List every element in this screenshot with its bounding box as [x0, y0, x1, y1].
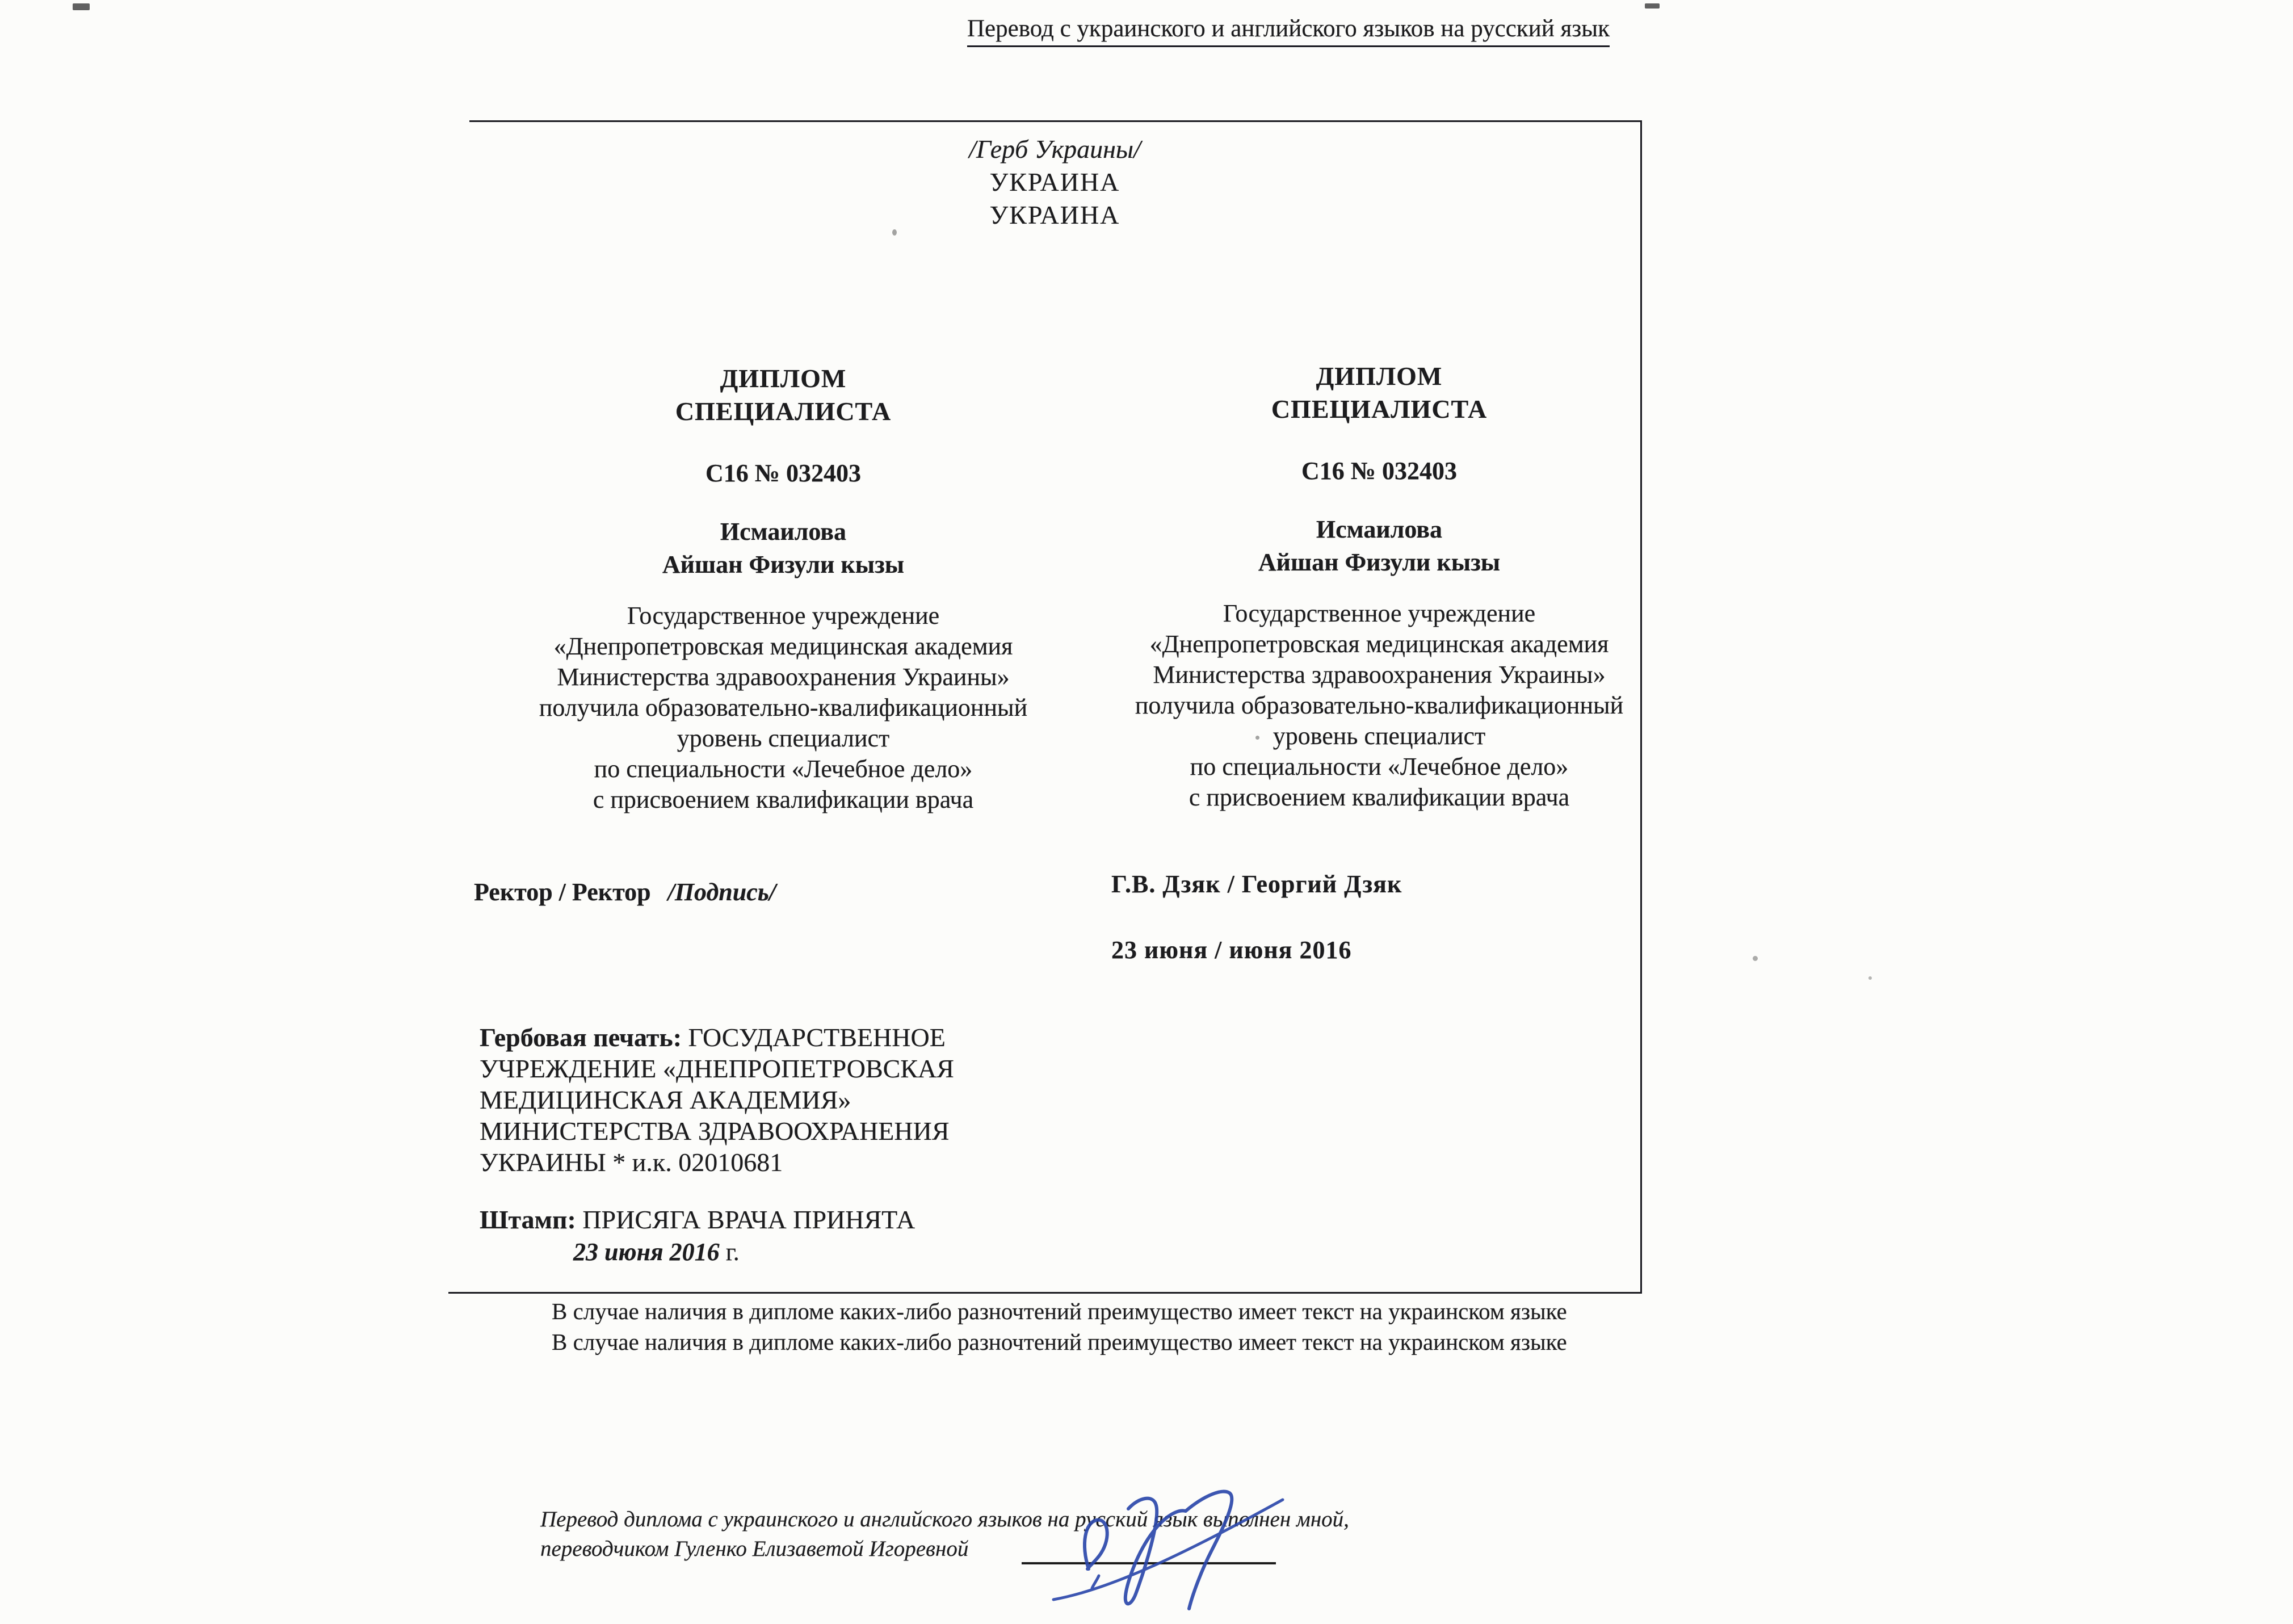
rector-signature-line: [474, 878, 776, 907]
signature-placeholder-note: /Подпись/: [667, 878, 776, 906]
holder-name-right: [1107, 513, 1652, 579]
stamp-date: 23 июня 2016: [573, 1238, 720, 1266]
translation-header-note: Перевод с украинского и английского языков на русский язык: [936, 15, 1640, 47]
stamp-date-suffix: г.: [719, 1238, 740, 1266]
holder-name-line2: Айшан Физули кызы: [662, 551, 905, 578]
paper-speck: [1868, 976, 1872, 980]
paper-speck: [1753, 956, 1758, 961]
diploma-number-left: С16 № 032403: [705, 459, 861, 487]
body-line: с присвоением квалификации врача: [593, 786, 974, 813]
seal-text-line: УЧРЕЖДЕНИЕ «ДНЕПРОПЕТРОВСКАЯ: [480, 1054, 954, 1083]
body-line: получила образовательно-квалификационный: [1135, 691, 1624, 719]
body-line: «Днепропетровская медицинская академия: [553, 632, 1013, 660]
diploma-title-line1: ДИПЛОМ: [1316, 362, 1443, 391]
body-line: Государственное учреждение: [1223, 599, 1536, 627]
body-line: уровень специалист: [1273, 722, 1486, 750]
diploma-title-left: [511, 362, 1056, 428]
issue-date: 23 июня / июня 2016: [1111, 936, 1352, 964]
translator-note-line2: переводчиком Гуленко Елизаветой Игоревной: [540, 1537, 969, 1561]
body-line: «Днепропетровская медицинская академия: [1149, 630, 1609, 658]
emblem-block: [469, 133, 1640, 232]
body-line: с присвоением квалификации врача: [1189, 783, 1570, 811]
emblem-note: /Герб Украины/: [969, 135, 1141, 163]
holder-name-line2: Айшан Физули кызы: [1258, 548, 1501, 576]
country-name-uk: УКРАИНА: [989, 167, 1120, 196]
discrepancy-note-line2: В случае наличия в дипломе каких-либо разночтений преимущество имеет текст на украинском языке: [552, 1329, 1567, 1355]
stamp-label: Штамп:: [480, 1205, 576, 1234]
rector-label: Ректор / Ректор: [474, 878, 651, 906]
seal-text-line: МИНИСТЕРСТВА ЗДРАВООХРАНЕНИЯ: [480, 1117, 950, 1145]
body-line: Государственное учреждение: [627, 602, 940, 630]
seal-text-line: УКРАИНЫ * и.к. 02010681: [480, 1148, 783, 1177]
body-line: уровень специалист: [677, 724, 890, 752]
body-line: по специальности «Лечебное дело»: [1190, 753, 1569, 780]
stamp-text: ПРИСЯГА ВРАЧА ПРИНЯТА: [576, 1205, 915, 1234]
stamp-date-line: [573, 1237, 740, 1266]
scan-artifact-tick: [1645, 3, 1660, 9]
diploma-body-right: [1107, 598, 1652, 813]
body-line: получила образовательно-квалификационный: [539, 694, 1028, 721]
paper-speck: [892, 229, 897, 236]
discrepancy-note-line1: В случае наличия в дипломе каких-либо разночтений преимущество имеет текст на украинском языке: [552, 1298, 1567, 1324]
body-line: Министерства здравоохранения Украины»: [557, 663, 1010, 691]
stamp-transcription: [480, 1205, 915, 1235]
seal-text: ГОСУДАРСТВЕННОЕ: [688, 1023, 946, 1052]
handwritten-signature: [1042, 1483, 1315, 1616]
diploma-title-line1: ДИПЛОМ: [720, 364, 847, 393]
rector-name: Г.В. Дзяк / Георгий Дзяк: [1111, 870, 1402, 898]
holder-name-line1: Исмаилова: [720, 518, 847, 545]
holder-name-left: [511, 515, 1056, 581]
diploma-title-line2: СПЕЦИАЛИСТА: [1271, 395, 1488, 423]
scan-artifact-tick: [73, 3, 90, 10]
seal-transcription: [480, 1022, 1024, 1178]
diploma-body-left: [511, 601, 1056, 815]
seal-text-line: МЕДИЦИНСКАЯ АКАДЕМИЯ»: [480, 1085, 851, 1114]
diploma-title-right: [1107, 360, 1652, 426]
holder-name-line1: Исмаилова: [1316, 515, 1443, 543]
body-line: Министерства здравоохранения Украины»: [1153, 661, 1606, 689]
diploma-box-bottom-rule: [448, 1292, 1642, 1294]
paper-speck: [1255, 736, 1259, 740]
country-name-ru: УКРАИНА: [989, 200, 1120, 229]
seal-label: Гербовая печать:: [480, 1023, 682, 1052]
diploma-title-line2: СПЕЦИАЛИСТА: [675, 397, 892, 426]
diploma-number-right: С16 № 032403: [1301, 457, 1457, 485]
translator-note-line1: Перевод диплома с украинского и английского языков на русский язык выполнен мной,: [540, 1507, 1349, 1531]
body-line: по специальности «Лечебное дело»: [594, 755, 973, 783]
